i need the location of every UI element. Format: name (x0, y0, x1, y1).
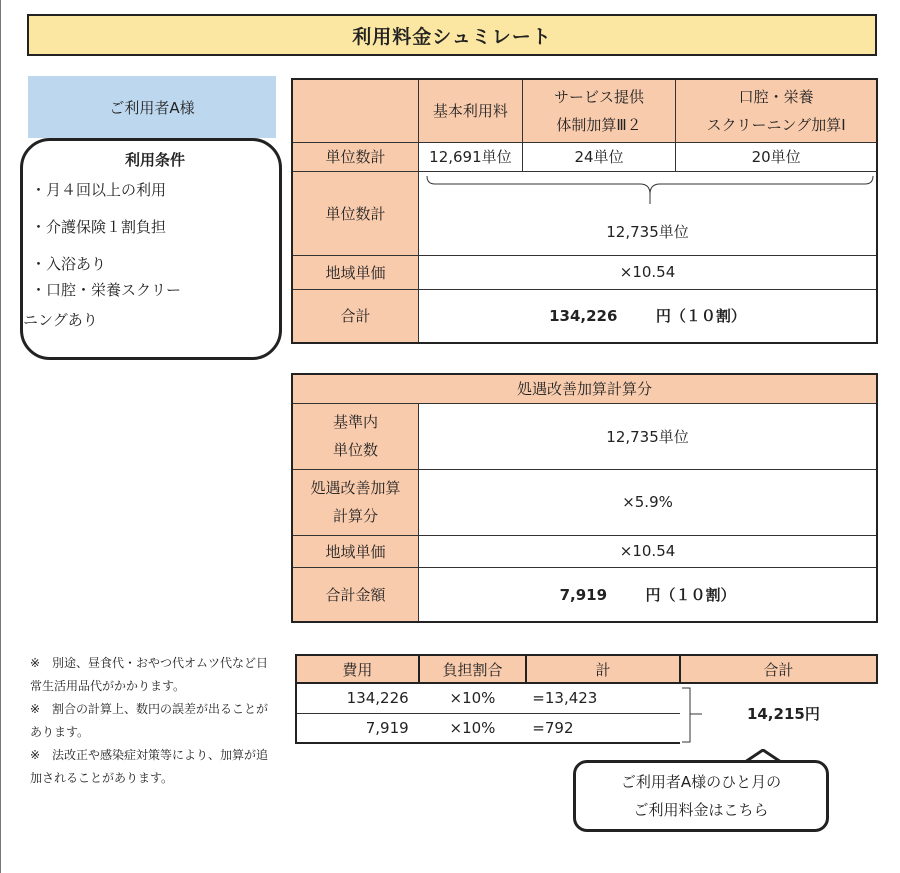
burden-row-calc: =13,423 (526, 683, 679, 713)
brace-icon (425, 174, 875, 208)
treatment-total-value: 7,919 (559, 585, 608, 604)
burden-header-ratio: 負担割合 (419, 655, 527, 683)
fee-header-oral-line2: スクリーニング加算Ⅰ (706, 115, 846, 134)
note-item: ※ 法改正や感染症対策等により、加算が追加されることがあります。 (30, 748, 269, 785)
rate-label (292, 469, 419, 535)
fee-header-service (522, 79, 675, 142)
sum-value: 134,226 (549, 307, 618, 326)
fee-header-base: 基本利用料 (419, 79, 523, 142)
note-item: ※ 別途、昼食代・おやつ代オムツ代など日常生活用品代がかかります。 (30, 656, 269, 693)
fee-header-oral (676, 79, 877, 142)
rate-value: ×5.9% (419, 469, 877, 535)
treatment-area-label: 地域単価 (292, 535, 419, 567)
burden-header-total: 合計 (680, 655, 877, 683)
area-price-label: 地域単価 (292, 255, 419, 289)
callout-line1: ご利用者A様のひと月の (620, 773, 782, 791)
treatment-header: 処遇改善加算計算分 (292, 374, 877, 403)
bracket-icon (680, 686, 710, 746)
units-service: 24単位 (522, 142, 675, 171)
treatment-total-cell (419, 567, 877, 622)
fee-header-service-line1: サービス提供 (554, 87, 645, 106)
fee-header-service-line2: 体制加算Ⅲ２ (556, 115, 642, 134)
sum-label: 合計 (292, 289, 419, 343)
burden-row-ratio: ×10% (419, 683, 527, 713)
total-units-cell (419, 171, 877, 255)
treatment-table (291, 373, 878, 623)
burden-row-cost: 7,919 (296, 713, 419, 743)
callout-line2: ご利用料金はこちら (633, 801, 769, 819)
grand-total-value: 14,215円 (746, 705, 820, 723)
condition-item: ・口腔・栄養スクリー (31, 281, 182, 299)
user-label: ご利用者A様 (28, 76, 276, 138)
condition-item: ・月４回以上の利用 (31, 181, 167, 199)
notes (30, 652, 270, 790)
grand-total-cell (680, 683, 877, 743)
fee-header-blank (292, 79, 419, 142)
units-base: 12,691単位 (419, 142, 523, 171)
rate-label-line2: 計算分 (333, 507, 379, 525)
base-units-label-line2: 単位数 (333, 441, 379, 459)
condition-item: ニングあり (23, 311, 98, 329)
fee-table (291, 78, 878, 344)
conditions-box (20, 138, 282, 360)
burden-header-calc: 計 (526, 655, 679, 683)
sum-unit: 円（１０割） (655, 307, 746, 326)
treatment-area-value: ×10.54 (419, 535, 877, 567)
burden-table (295, 654, 878, 744)
rate-label-line1: 処遇改善加算 (310, 479, 401, 497)
base-units-label (292, 403, 419, 469)
base-units-label-line1: 基準内 (333, 413, 379, 431)
area-price-value: ×10.54 (419, 255, 877, 289)
base-units-value: 12,735単位 (419, 403, 877, 469)
units-oral: 20単位 (676, 142, 877, 171)
callout-box (573, 760, 829, 832)
condition-item: ・入浴あり (31, 255, 107, 273)
burden-row-ratio: ×10% (419, 713, 527, 743)
treatment-total-unit: 円（１０割） (645, 585, 736, 604)
conditions-title: 利用条件 (124, 151, 185, 169)
units-row-label: 単位数計 (292, 142, 419, 171)
total-units-value: 12,735単位 (606, 222, 689, 241)
fee-header-oral-line1: 口腔・栄養 (738, 87, 814, 106)
page-title: 利用料金シュミレート (27, 14, 877, 56)
note-item: ※ 割合の計算上、数円の誤差が出ることがあります。 (30, 702, 269, 739)
condition-item: ・介護保険１割負担 (31, 218, 167, 236)
treatment-total-label: 合計金額 (292, 567, 419, 622)
total-units-label: 単位数計 (292, 171, 419, 255)
sum-cell (419, 289, 877, 343)
burden-row-cost: 134,226 (296, 683, 419, 713)
burden-row-calc: =792 (526, 713, 679, 743)
burden-header-cost: 費用 (296, 655, 419, 683)
